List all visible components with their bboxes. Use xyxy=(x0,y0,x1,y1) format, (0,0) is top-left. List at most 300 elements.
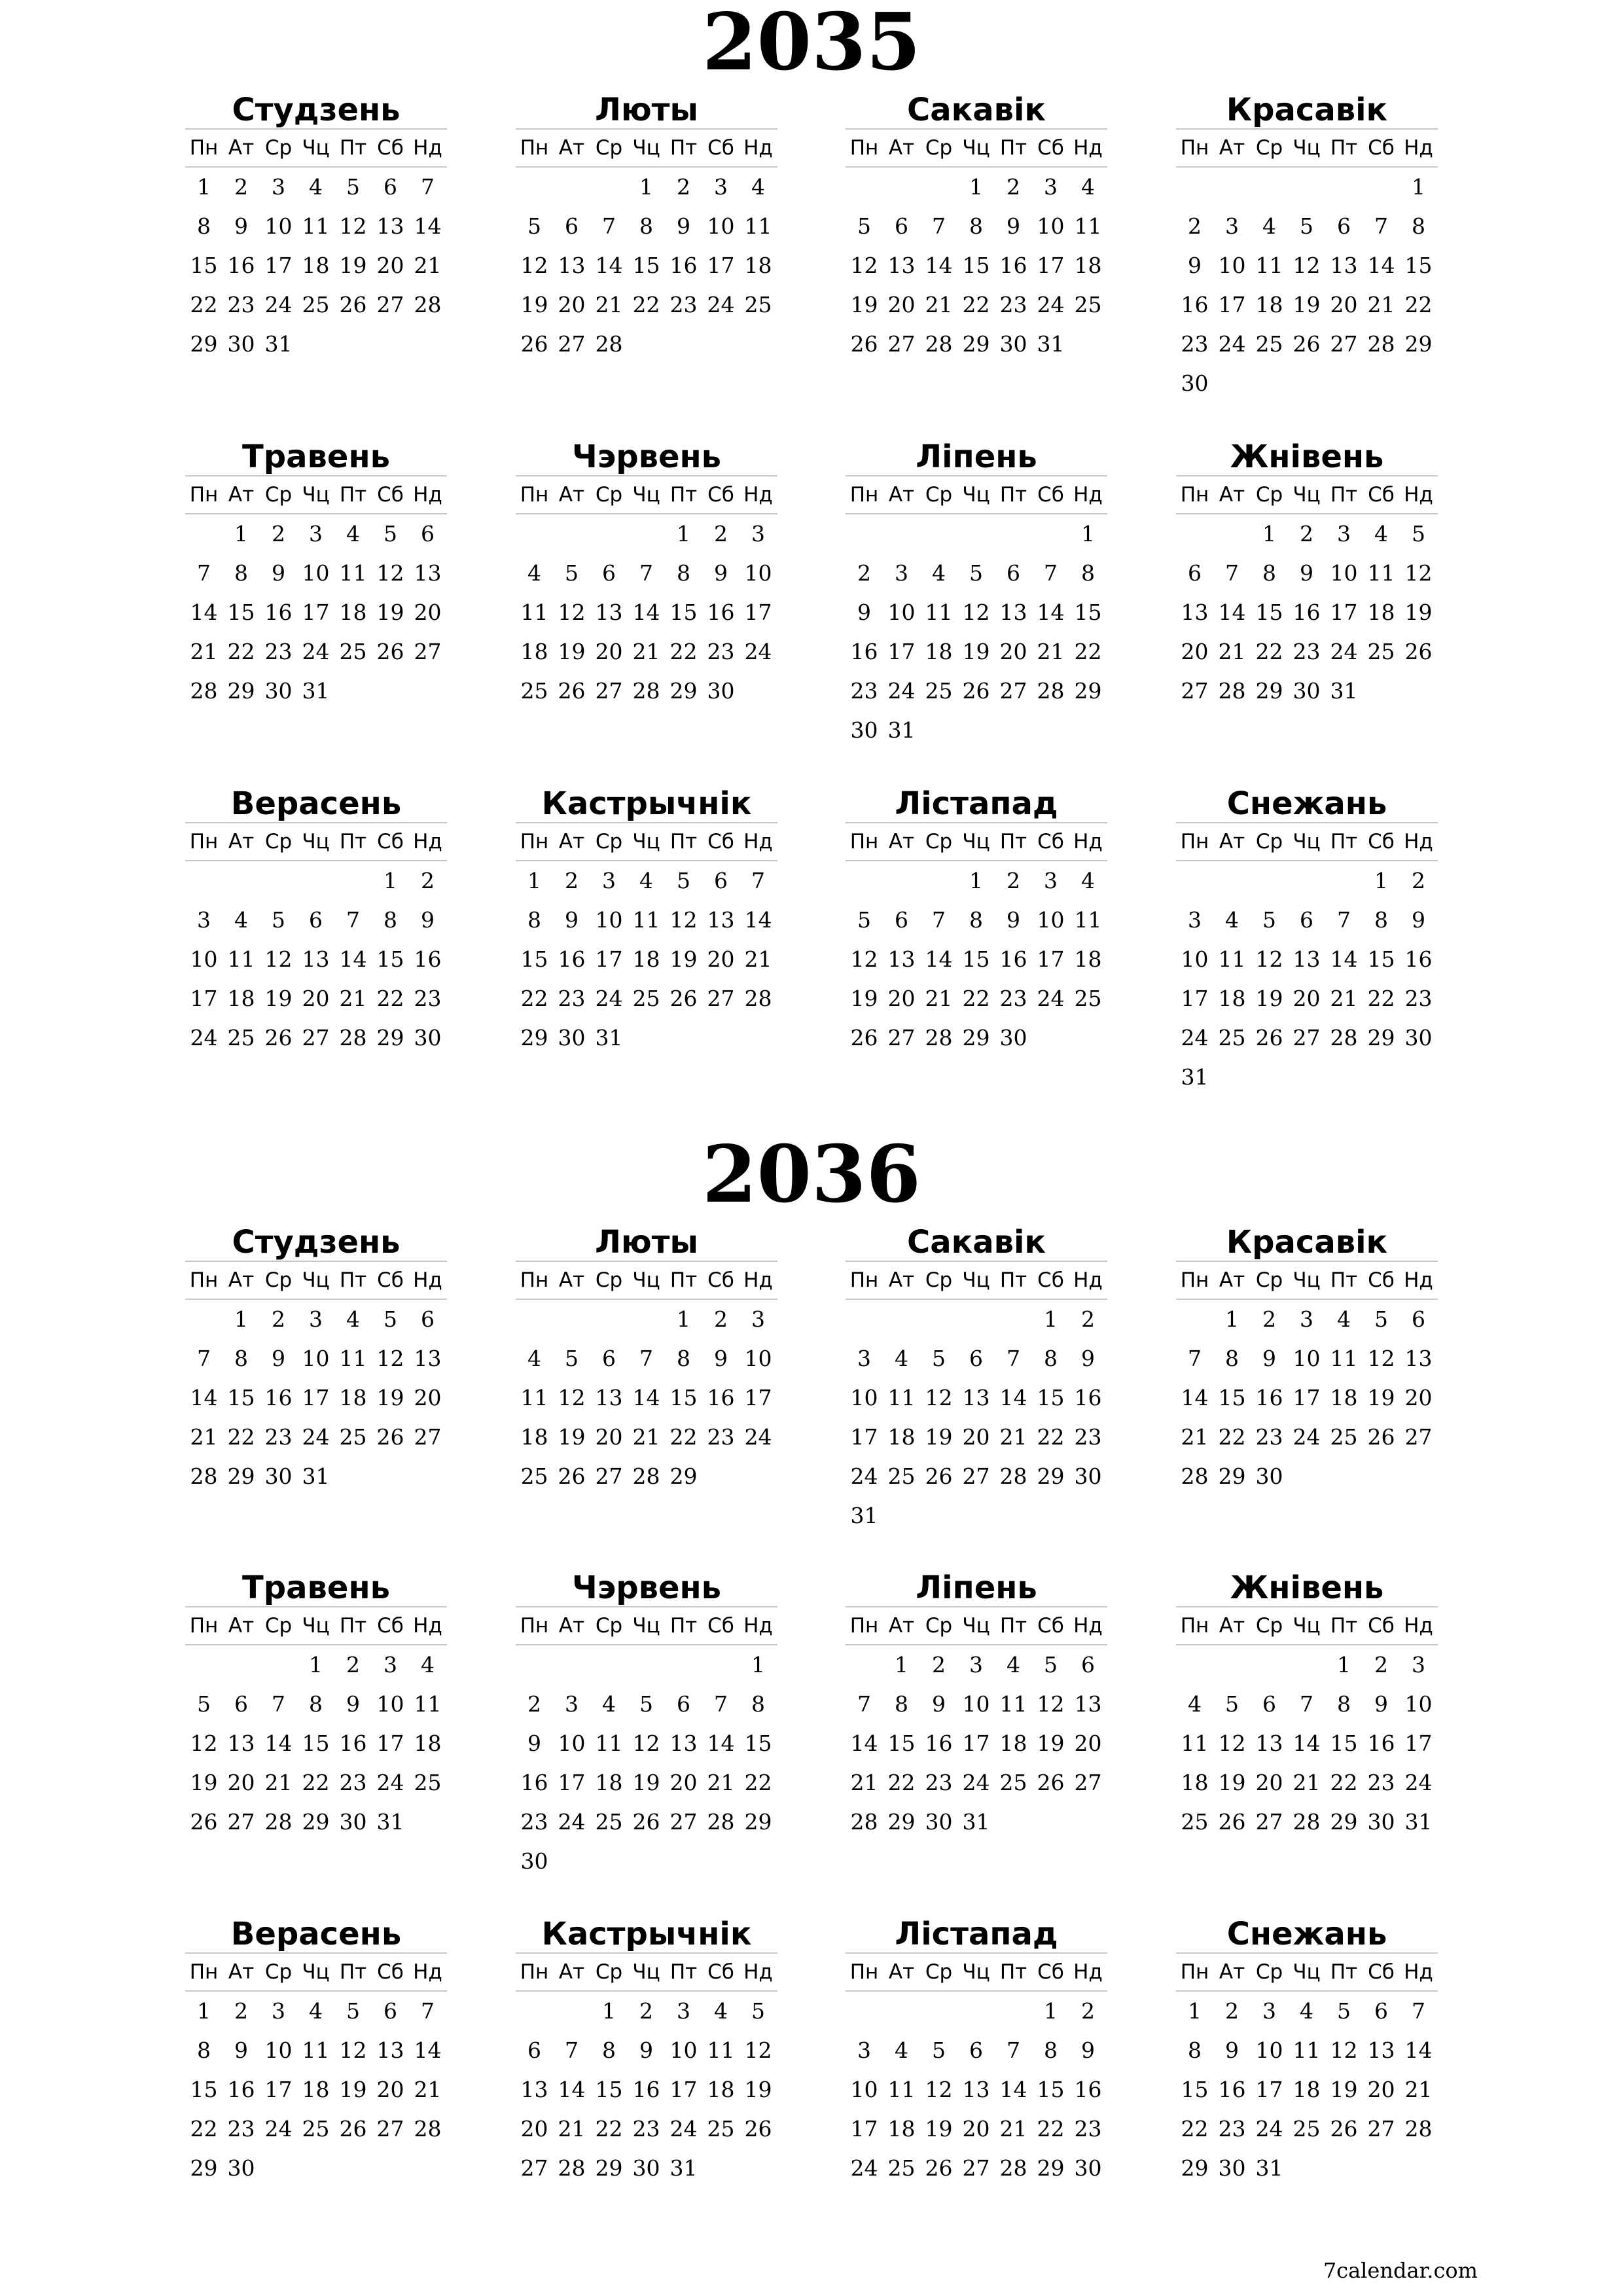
month-name: Ліпень xyxy=(916,439,1037,475)
day-cell: 22 xyxy=(190,2116,218,2142)
day-cell: 18 xyxy=(707,2077,735,2102)
day-cell: 22 xyxy=(190,292,218,317)
weekday-label: Сб xyxy=(1368,1268,1395,1292)
day-grid xyxy=(846,514,1107,750)
day-cell: 21 xyxy=(632,1424,660,1450)
day-cell: 2 xyxy=(639,1998,653,2024)
day-cell: 6 xyxy=(1007,560,1020,586)
day-cell: 17 xyxy=(1293,1385,1321,1410)
day-cell: 7 xyxy=(714,1691,728,1717)
day-cell: 3 xyxy=(714,174,728,200)
day-grid xyxy=(846,168,1107,364)
day-cell: 10 xyxy=(190,946,218,972)
weekday-label: Ср xyxy=(264,136,293,160)
day-cell: 1 xyxy=(1374,868,1388,893)
day-cell: 7 xyxy=(197,560,211,586)
weekday-label: Пт xyxy=(339,1614,367,1638)
weekday-header xyxy=(1176,128,1438,168)
day-cell: 20 xyxy=(1255,1770,1283,1795)
weekday-label: Сб xyxy=(1037,136,1064,160)
day-cell: 24 xyxy=(1293,1424,1321,1450)
day-cell: 22 xyxy=(1404,292,1433,317)
weekday-label: Пт xyxy=(999,483,1027,507)
day-cell: 12 xyxy=(632,1731,660,1756)
day-cell: 15 xyxy=(669,600,698,625)
day-cell: 23 xyxy=(707,1424,735,1450)
day-grid xyxy=(846,861,1107,1058)
day-cell: 13 xyxy=(414,560,442,586)
empty-cell xyxy=(957,1992,995,2031)
day-cell: 8 xyxy=(751,1691,765,1717)
day-cell: 4 xyxy=(527,1346,541,1371)
day-cell: 14 xyxy=(414,2037,442,2063)
day-cell: 30 xyxy=(1367,1809,1395,1835)
day-cell: 30 xyxy=(1218,2155,1246,2181)
day-cell: 17 xyxy=(887,639,916,664)
day-cell: 3 xyxy=(1225,213,1239,239)
day-cell: 6 xyxy=(565,213,579,239)
day-cell: 3 xyxy=(383,1652,397,1677)
weekday-label: Пт xyxy=(999,830,1027,853)
weekday-label: Нд xyxy=(1404,830,1433,853)
weekday-label: Ср xyxy=(264,830,293,853)
day-cell: 11 xyxy=(339,1346,367,1371)
weekday-label: Пт xyxy=(1330,483,1358,507)
day-cell: 24 xyxy=(1181,1025,1209,1050)
day-cell: 30 xyxy=(264,1463,293,1489)
day-cell: 5 xyxy=(565,560,579,586)
empty-cell xyxy=(1251,168,1288,207)
day-cell: 10 xyxy=(264,213,293,239)
day-cell: 22 xyxy=(962,986,990,1011)
day-cell: 6 xyxy=(1300,907,1313,933)
day-grid xyxy=(1176,168,1438,403)
day-cell: 10 xyxy=(962,1691,990,1717)
weekday-label: Ср xyxy=(264,483,293,507)
day-cell: 17 xyxy=(962,1731,990,1756)
weekday-label: Пн xyxy=(1180,1614,1209,1638)
day-cell: 20 xyxy=(227,1770,255,1795)
day-cell: 23 xyxy=(1293,639,1321,664)
day-cell: 16 xyxy=(925,1731,953,1756)
weekday-label: Сб xyxy=(707,483,734,507)
weekday-label: Ср xyxy=(1255,830,1283,853)
empty-cell xyxy=(628,1300,665,1339)
weekday-label: Ср xyxy=(925,1268,953,1292)
day-cell: 18 xyxy=(925,639,953,664)
day-cell: 8 xyxy=(197,2037,211,2063)
month-name: Студзень xyxy=(232,92,401,128)
day-cell: 4 xyxy=(639,868,653,893)
day-cell: 16 xyxy=(999,946,1027,972)
day-cell: 14 xyxy=(558,2077,586,2102)
weekday-label: Ср xyxy=(1255,483,1283,507)
day-cell: 17 xyxy=(669,2077,698,2102)
day-cell: 22 xyxy=(1037,1424,1065,1450)
day-cell: 21 xyxy=(339,986,367,1011)
day-cell: 1 xyxy=(969,868,983,893)
month-name: Верасень xyxy=(230,1916,402,1952)
day-cell: 19 xyxy=(1218,1770,1246,1795)
day-cell: 16 xyxy=(520,1770,548,1795)
day-cell: 25 xyxy=(925,678,953,704)
day-cell: 21 xyxy=(414,2077,442,2102)
day-cell: 16 xyxy=(1367,1731,1395,1756)
weekday-label: Нд xyxy=(1073,483,1103,507)
weekday-label: Пт xyxy=(339,136,367,160)
day-cell: 22 xyxy=(632,292,660,317)
day-cell: 27 xyxy=(1404,1424,1433,1450)
day-cell: 21 xyxy=(264,1770,293,1795)
day-cell: 14 xyxy=(1367,253,1395,278)
weekday-label: Ср xyxy=(264,1960,293,1984)
day-cell: 5 xyxy=(383,521,397,547)
day-cell: 2 xyxy=(1412,868,1425,893)
day-cell: 2 xyxy=(1225,1998,1239,2024)
weekday-header xyxy=(185,1261,447,1300)
day-cell: 29 xyxy=(1037,1463,1065,1489)
day-cell: 15 xyxy=(632,253,660,278)
day-cell: 19 xyxy=(1037,1731,1065,1756)
day-cell: 15 xyxy=(227,600,255,625)
day-cell: 28 xyxy=(414,292,442,317)
day-cell: 31 xyxy=(887,717,916,743)
day-cell: 17 xyxy=(1181,986,1209,1011)
day-cell: 21 xyxy=(414,253,442,278)
day-cell: 23 xyxy=(669,292,698,317)
day-cell: 31 xyxy=(595,1025,623,1050)
day-cell: 28 xyxy=(414,2116,442,2142)
weekday-label: Нд xyxy=(413,136,442,160)
empty-cell xyxy=(920,514,957,554)
day-cell: 30 xyxy=(632,2155,660,2181)
empty-cell xyxy=(1213,861,1251,901)
day-cell: 27 xyxy=(887,331,916,357)
day-cell: 19 xyxy=(264,986,293,1011)
day-cell: 24 xyxy=(1255,2116,1283,2142)
day-cell: 18 xyxy=(887,2116,916,2142)
day-cell: 12 xyxy=(1367,1346,1395,1371)
day-grid xyxy=(185,1300,447,1496)
day-cell: 24 xyxy=(264,2116,293,2142)
day-cell: 18 xyxy=(887,1424,916,1450)
day-cell: 5 xyxy=(272,907,285,933)
day-cell: 21 xyxy=(925,986,953,1011)
empty-cell xyxy=(553,1992,590,2031)
day-cell: 10 xyxy=(376,1691,404,1717)
weekday-label: Сб xyxy=(707,830,734,853)
weekday-label: Пн xyxy=(849,483,879,507)
day-cell: 1 xyxy=(1412,174,1425,200)
empty-cell xyxy=(590,514,628,554)
day-cell: 29 xyxy=(190,331,218,357)
month-2036-5 xyxy=(185,1570,447,1842)
weekday-label: Нд xyxy=(413,1614,442,1638)
day-cell: 10 xyxy=(1037,907,1065,933)
day-grid xyxy=(1176,1645,1438,1842)
day-cell: 19 xyxy=(558,639,586,664)
day-cell: 22 xyxy=(302,1770,330,1795)
weekday-label: Ат xyxy=(888,1960,915,1984)
day-cell: 4 xyxy=(895,2037,908,2063)
day-cell: 1 xyxy=(1337,1652,1351,1677)
weekday-label: Нд xyxy=(743,1268,773,1292)
day-cell: 4 xyxy=(346,521,360,547)
day-cell: 5 xyxy=(857,213,871,239)
day-cell: 2 xyxy=(565,868,579,893)
day-cell: 8 xyxy=(197,213,211,239)
weekday-label: Ср xyxy=(595,1614,623,1638)
day-cell: 3 xyxy=(1262,1998,1276,2024)
day-cell: 11 xyxy=(1218,946,1246,972)
day-cell: 14 xyxy=(744,907,772,933)
empty-cell xyxy=(1176,514,1213,554)
day-cell: 30 xyxy=(558,1025,586,1050)
day-cell: 12 xyxy=(1255,946,1283,972)
day-cell: 9 xyxy=(234,2037,248,2063)
empty-cell xyxy=(883,514,920,554)
day-cell: 2 xyxy=(346,1652,360,1677)
day-cell: 11 xyxy=(339,560,367,586)
day-cell: 28 xyxy=(1367,331,1395,357)
day-cell: 9 xyxy=(527,1731,541,1756)
day-cell: 6 xyxy=(421,1306,435,1332)
month-2035-4 xyxy=(1176,92,1438,403)
day-cell: 30 xyxy=(999,1025,1027,1050)
day-cell: 24 xyxy=(302,639,330,664)
day-cell: 5 xyxy=(1412,521,1425,547)
day-cell: 18 xyxy=(1330,1385,1358,1410)
day-cell: 8 xyxy=(639,213,653,239)
day-cell: 12 xyxy=(339,2037,367,2063)
empty-cell xyxy=(223,861,260,901)
day-cell: 15 xyxy=(962,253,990,278)
empty-cell xyxy=(1213,514,1251,554)
day-cell: 15 xyxy=(887,1731,916,1756)
day-cell: 13 xyxy=(887,946,916,972)
day-cell: 14 xyxy=(595,253,623,278)
day-cell: 18 xyxy=(1181,1770,1209,1795)
day-cell: 29 xyxy=(1074,678,1102,704)
day-cell: 9 xyxy=(932,1691,946,1717)
day-grid xyxy=(1176,1300,1438,1496)
day-cell: 13 xyxy=(520,2077,548,2102)
weekday-label: Ср xyxy=(1255,1960,1283,1984)
day-cell: 20 xyxy=(1074,1731,1102,1756)
weekday-label: Чц xyxy=(1293,136,1321,160)
day-cell: 3 xyxy=(895,560,908,586)
weekday-header xyxy=(516,1952,777,1992)
day-cell: 15 xyxy=(1367,946,1395,972)
weekday-label: Нд xyxy=(743,483,773,507)
day-cell: 13 xyxy=(962,1385,990,1410)
day-cell: 2 xyxy=(234,1998,248,2024)
weekday-label: Пн xyxy=(189,1614,219,1638)
day-cell: 28 xyxy=(1181,1463,1209,1489)
empty-cell xyxy=(920,861,957,901)
day-cell: 28 xyxy=(190,1463,218,1489)
day-cell: 6 xyxy=(234,1691,248,1717)
day-cell: 21 xyxy=(925,292,953,317)
day-cell: 16 xyxy=(264,600,293,625)
weekday-label: Чц xyxy=(632,136,660,160)
day-cell: 10 xyxy=(1255,2037,1283,2063)
day-cell: 18 xyxy=(1367,600,1395,625)
weekday-header xyxy=(185,1606,447,1645)
day-cell: 10 xyxy=(707,213,735,239)
day-cell: 4 xyxy=(895,1346,908,1371)
day-cell: 19 xyxy=(669,946,698,972)
day-grid xyxy=(516,1300,777,1496)
day-cell: 23 xyxy=(558,986,586,1011)
day-cell: 29 xyxy=(1255,678,1283,704)
day-grid xyxy=(516,514,777,711)
day-cell: 25 xyxy=(999,1770,1027,1795)
month-name: Снежань xyxy=(1226,1916,1387,1952)
month-2035-2 xyxy=(516,92,777,364)
day-cell: 4 xyxy=(1225,907,1239,933)
day-cell: 13 xyxy=(302,946,330,972)
day-cell: 24 xyxy=(1404,1770,1433,1795)
day-cell: 4 xyxy=(714,1998,728,2024)
day-cell: 10 xyxy=(744,560,772,586)
weekday-label: Ат xyxy=(228,136,255,160)
day-grid xyxy=(846,1992,1107,2188)
day-cell: 22 xyxy=(669,1424,698,1450)
weekday-label: Ср xyxy=(595,483,623,507)
weekday-label: Пн xyxy=(189,1960,219,1984)
weekday-header xyxy=(846,475,1107,514)
weekday-label: Пт xyxy=(339,1960,367,1984)
day-cell: 14 xyxy=(1330,946,1358,972)
day-cell: 26 xyxy=(669,986,698,1011)
weekday-label: Чц xyxy=(632,1614,660,1638)
month-name: Снежань xyxy=(1226,785,1387,822)
empty-cell xyxy=(957,1300,995,1339)
weekday-label: Нд xyxy=(1404,1960,1433,1984)
day-cell: 10 xyxy=(850,2077,878,2102)
day-cell: 25 xyxy=(1367,639,1395,664)
month-2036-2 xyxy=(516,1224,777,1496)
day-cell: 13 xyxy=(558,253,586,278)
day-cell: 14 xyxy=(707,1731,735,1756)
day-cell: 21 xyxy=(850,1770,878,1795)
weekday-label: Ат xyxy=(228,1268,255,1292)
day-cell: 24 xyxy=(302,1424,330,1450)
day-cell: 6 xyxy=(383,174,397,200)
day-cell: 9 xyxy=(234,213,248,239)
weekday-label: Пн xyxy=(849,830,879,853)
day-cell: 25 xyxy=(1218,1025,1246,1050)
day-cell: 1 xyxy=(197,1998,211,2024)
weekday-label: Чц xyxy=(632,830,660,853)
day-cell: 8 xyxy=(1412,213,1425,239)
day-cell: 20 xyxy=(376,2077,404,2102)
empty-cell xyxy=(883,168,920,207)
day-cell: 6 xyxy=(309,907,323,933)
day-cell: 7 xyxy=(346,907,360,933)
day-cell: 17 xyxy=(1037,253,1065,278)
month-name: Лістапад xyxy=(895,1916,1058,1952)
day-cell: 27 xyxy=(1074,1770,1102,1795)
empty-cell xyxy=(1251,1645,1288,1685)
weekday-label: Пн xyxy=(849,136,879,160)
day-cell: 6 xyxy=(714,868,728,893)
day-cell: 11 xyxy=(520,1385,548,1410)
day-cell: 13 xyxy=(999,600,1027,625)
day-cell: 6 xyxy=(1081,1652,1095,1677)
day-cell: 21 xyxy=(1181,1424,1209,1450)
weekday-label: Ат xyxy=(558,830,585,853)
day-cell: 14 xyxy=(850,1731,878,1756)
month-2035-11 xyxy=(846,785,1107,1058)
day-cell: 30 xyxy=(1255,1463,1283,1489)
day-cell: 26 xyxy=(1330,2116,1358,2142)
day-cell: 23 xyxy=(1367,1770,1395,1795)
empty-cell xyxy=(883,1300,920,1339)
empty-cell xyxy=(1213,168,1251,207)
month-name: Кастрычнік xyxy=(541,1916,752,1952)
weekday-label: Сб xyxy=(1037,1960,1064,1984)
day-cell: 26 xyxy=(632,1809,660,1835)
day-cell: 5 xyxy=(1300,213,1313,239)
month-2035-6 xyxy=(516,439,777,711)
day-cell: 19 xyxy=(1255,986,1283,1011)
weekday-label: Сб xyxy=(1037,830,1064,853)
day-cell: 13 xyxy=(1181,600,1209,625)
day-cell: 3 xyxy=(1337,521,1351,547)
day-grid xyxy=(1176,861,1438,1097)
day-cell: 5 xyxy=(677,868,690,893)
weekday-label: Чц xyxy=(1293,830,1321,853)
day-cell: 27 xyxy=(595,678,623,704)
day-cell: 29 xyxy=(1367,1025,1395,1050)
day-cell: 23 xyxy=(707,639,735,664)
day-cell: 31 xyxy=(376,1809,404,1835)
weekday-label: Нд xyxy=(413,483,442,507)
weekday-label: Ат xyxy=(1219,1960,1245,1984)
day-cell: 30 xyxy=(1404,1025,1433,1050)
day-cell: 24 xyxy=(887,678,916,704)
weekday-label: Сб xyxy=(1368,830,1395,853)
weekday-header xyxy=(516,1261,777,1300)
day-cell: 23 xyxy=(1181,331,1209,357)
day-cell: 30 xyxy=(999,331,1027,357)
weekday-label: Пн xyxy=(520,1960,549,1984)
empty-cell xyxy=(185,1300,223,1339)
day-cell: 28 xyxy=(632,678,660,704)
weekday-header xyxy=(516,1606,777,1645)
day-cell: 26 xyxy=(376,639,404,664)
day-cell: 18 xyxy=(1218,986,1246,1011)
day-cell: 9 xyxy=(1412,907,1425,933)
day-cell: 15 xyxy=(1218,1385,1246,1410)
day-cell: 9 xyxy=(1081,1346,1095,1371)
day-cell: 23 xyxy=(227,2116,255,2142)
day-cell: 13 xyxy=(1255,1731,1283,1756)
weekday-label: Ср xyxy=(595,1268,623,1292)
day-cell: 25 xyxy=(887,1463,916,1489)
day-cell: 12 xyxy=(1330,2037,1358,2063)
day-cell: 17 xyxy=(558,1770,586,1795)
month-name: Люты xyxy=(595,92,698,128)
day-cell: 4 xyxy=(527,560,541,586)
month-name: Лістапад xyxy=(895,785,1058,822)
day-cell: 31 xyxy=(962,1809,990,1835)
month-2036-10 xyxy=(516,1916,777,2188)
day-cell: 17 xyxy=(707,253,735,278)
weekday-label: Нд xyxy=(743,830,773,853)
